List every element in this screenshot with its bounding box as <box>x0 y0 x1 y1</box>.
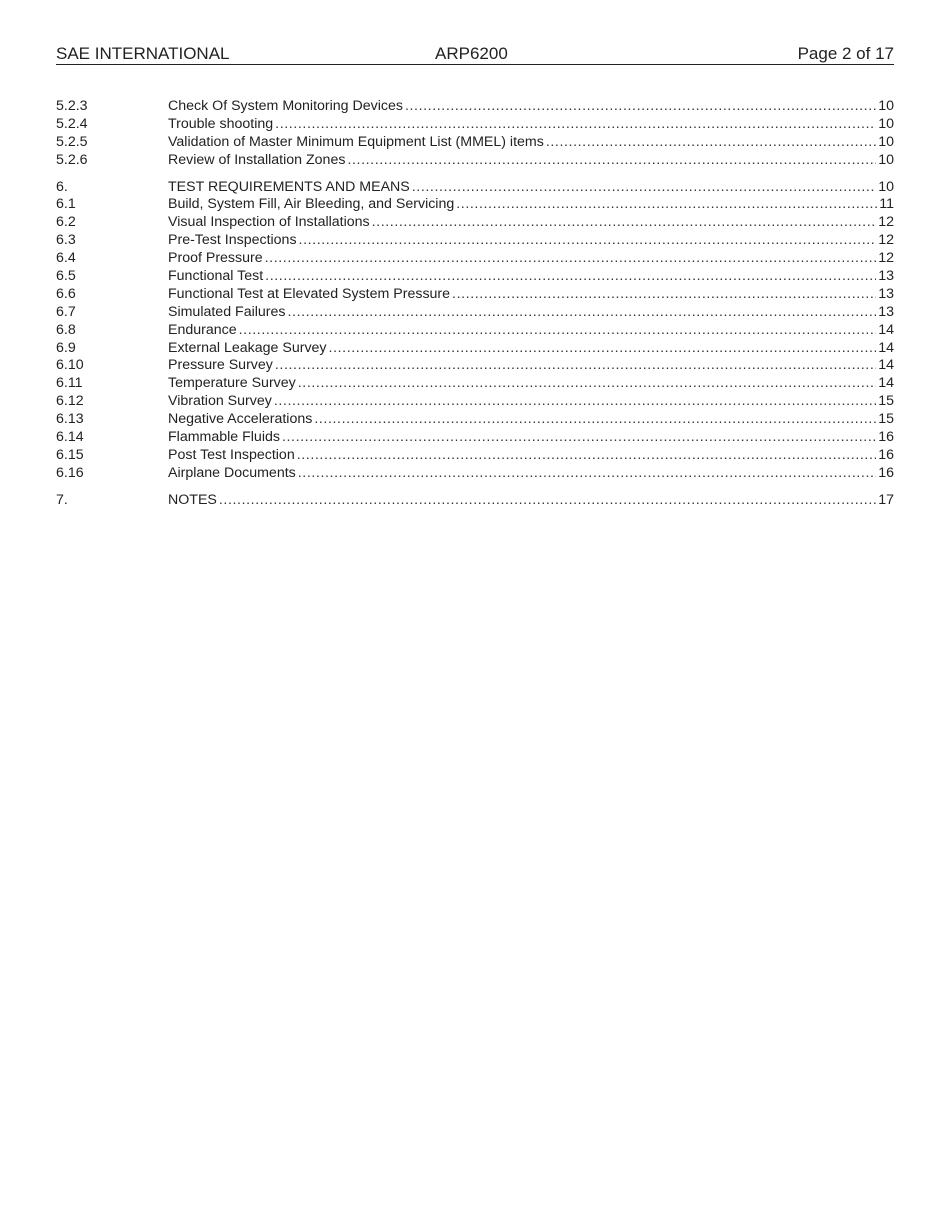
toc-entry-page: 13 <box>878 285 894 302</box>
toc-entry-title: Airplane Documents <box>168 464 296 481</box>
toc-dot-leader <box>275 357 876 375</box>
toc-entry-title: Visual Inspection of Installations <box>168 214 370 231</box>
toc-entry-page: 16 <box>878 429 894 446</box>
toc-dot-leader <box>372 214 877 232</box>
toc-entry[interactable] <box>56 447 894 465</box>
toc-entry-page: 10 <box>878 178 894 195</box>
toc-entry-page: 12 <box>878 214 894 231</box>
toc-entry-number: 5.2.3 <box>56 98 88 114</box>
toc-dot-leader <box>219 492 876 510</box>
toc-dot-leader <box>412 179 876 197</box>
toc-entry-title-line <box>168 250 876 268</box>
toc-entry-page: 10 <box>878 98 894 114</box>
toc-entry-page: 12 <box>878 250 894 267</box>
toc-entry-number: 6.8 <box>56 321 76 338</box>
toc-entry-number: 6.1 <box>56 196 76 213</box>
toc-entry[interactable] <box>56 179 894 197</box>
toc-entry-title-line <box>168 268 876 286</box>
toc-entry-page: 16 <box>878 464 894 481</box>
toc-entry-number: 6.15 <box>56 446 84 463</box>
toc-entry-number: 6.10 <box>56 357 84 374</box>
toc-entry-number: 6.12 <box>56 393 84 410</box>
toc-entry-title: Check Of System Monitoring Devices <box>168 98 403 114</box>
toc-entry-page: 11 <box>879 196 894 213</box>
toc-entry[interactable] <box>56 268 894 286</box>
toc-dot-leader <box>265 250 877 268</box>
toc-entry[interactable] <box>56 411 894 429</box>
toc-entry-page: 12 <box>878 232 894 249</box>
toc-entry-title: Build, System Fill, Air Bleeding, and Servicing <box>168 196 455 213</box>
toc-entry-page: 14 <box>878 375 894 392</box>
toc-entry-number: 6.5 <box>56 268 76 285</box>
toc-entry-page: 14 <box>878 339 894 356</box>
toc-entry-title: Trouble shooting <box>168 115 274 132</box>
publisher-name: SAE INTERNATIONAL <box>56 44 230 63</box>
toc-entry[interactable] <box>56 196 894 214</box>
toc-entry-number: 6.11 <box>56 375 83 392</box>
toc-entry-title: Functional Test at Elevated System Pressure <box>168 285 451 302</box>
toc-entry-title-line <box>168 411 876 429</box>
toc-entry-page: 16 <box>878 446 894 463</box>
toc-entry-title: TEST REQUIREMENTS AND MEANS <box>168 178 410 195</box>
toc-entry-title: Post Test Inspection <box>168 446 295 463</box>
toc-entry-title: Proof Pressure <box>168 250 263 267</box>
toc-entry-title-line <box>168 152 876 170</box>
toc-entry-page: 15 <box>878 393 894 410</box>
toc-entry-title-line <box>168 492 876 510</box>
toc-entry-title: Flammable Fluids <box>168 429 280 446</box>
toc-dot-leader <box>282 429 876 447</box>
toc-entry-title-line <box>168 375 876 393</box>
toc-entry[interactable] <box>56 492 894 510</box>
toc-entry-title: External Leakage Survey <box>168 339 327 356</box>
toc-entry-number: 6.3 <box>56 232 76 249</box>
toc-entry-title-line <box>168 286 876 304</box>
toc-entry-title-line <box>168 322 876 340</box>
toc-dot-leader <box>546 134 876 152</box>
toc-entry-page: 15 <box>878 411 894 428</box>
toc-entry[interactable] <box>56 375 894 393</box>
toc-dot-leader <box>347 152 876 170</box>
toc-entry-number: 6.2 <box>56 214 76 231</box>
toc-entry-page: 17 <box>878 491 894 508</box>
toc-entry-title: Functional Test <box>168 268 264 285</box>
toc-entry-number: 6.6 <box>56 285 76 302</box>
toc-entry-number: 6.14 <box>56 429 84 446</box>
toc-entry-page: 10 <box>878 133 894 150</box>
toc-entry-title: Endurance <box>168 321 237 338</box>
toc-entry-title: Pre-Test Inspections <box>168 232 297 249</box>
toc-entry[interactable] <box>56 152 894 170</box>
toc-entry[interactable] <box>56 98 894 116</box>
toc-entry-number: 6. <box>56 178 68 195</box>
toc-entry[interactable] <box>56 322 894 340</box>
toc-entry[interactable] <box>56 340 894 358</box>
toc-dot-leader <box>314 411 876 429</box>
toc-entry-page: 13 <box>878 268 894 285</box>
toc-entry[interactable] <box>56 214 894 232</box>
toc-entry-title: Vibration Survey <box>168 393 272 410</box>
toc-group <box>56 98 894 170</box>
toc-entry-title: Temperature Survey <box>168 375 296 392</box>
toc-entry-page: 14 <box>878 357 894 374</box>
toc-entry[interactable] <box>56 250 894 268</box>
toc-entry[interactable] <box>56 357 894 375</box>
document-number: ARP6200 <box>435 44 508 63</box>
toc-dot-leader <box>298 465 876 483</box>
table-of-contents <box>56 98 894 510</box>
toc-entry-title-line <box>168 357 876 375</box>
toc-entry[interactable] <box>56 232 894 250</box>
toc-entry-number: 5.2.5 <box>56 133 88 150</box>
toc-entry-number: 5.2.4 <box>56 115 88 132</box>
toc-entry-title-line <box>168 340 876 358</box>
toc-dot-leader <box>298 375 876 393</box>
toc-entry-title-line <box>168 134 876 152</box>
toc-entry-title-line <box>168 196 877 214</box>
toc-entry-title-line <box>168 214 876 232</box>
toc-entry-title-line <box>168 232 876 250</box>
toc-entry-title: NOTES <box>168 491 217 508</box>
toc-dot-leader <box>456 196 877 214</box>
toc-entry-number: 6.4 <box>56 250 76 267</box>
toc-entry-title-line <box>168 465 876 483</box>
toc-entry-number: 7. <box>56 491 68 508</box>
toc-entry-page: 13 <box>878 303 894 320</box>
toc-dot-leader <box>265 268 876 286</box>
toc-entry-page: 10 <box>878 115 894 132</box>
toc-entry-title: Negative Accelerations <box>168 411 313 428</box>
toc-entry[interactable] <box>56 465 894 483</box>
toc-entry-number: 6.13 <box>56 411 84 428</box>
toc-entry-title-line <box>168 429 876 447</box>
toc-entry[interactable] <box>56 304 894 322</box>
toc-entry[interactable] <box>56 134 894 152</box>
toc-entry-title-line <box>168 447 876 465</box>
toc-dot-leader <box>288 304 877 322</box>
toc-entry-title: Validation of Master Minimum Equipment List (MMEL) items <box>168 133 544 150</box>
toc-dot-leader <box>275 116 876 134</box>
toc-entry-number: 6.9 <box>56 339 76 356</box>
toc-entry-number: 6.7 <box>56 303 76 320</box>
toc-entry-title: Review of Installation Zones <box>168 151 346 168</box>
page-number: Page 2 of 17 <box>797 44 894 63</box>
toc-entry[interactable] <box>56 393 894 411</box>
toc-entry-title-line <box>168 179 876 197</box>
toc-group <box>56 492 894 510</box>
toc-entry[interactable] <box>56 429 894 447</box>
toc-dot-leader <box>452 286 876 304</box>
toc-entry-title-line <box>168 304 876 322</box>
toc-entry-title: Simulated Failures <box>168 303 286 320</box>
toc-entry-page: 10 <box>878 151 894 168</box>
toc-entry-title-line <box>168 393 876 411</box>
toc-dot-leader <box>239 322 877 340</box>
toc-dot-leader <box>299 232 877 250</box>
toc-entry-title-line <box>168 116 876 134</box>
toc-entry-title: Pressure Survey <box>168 357 273 374</box>
toc-dot-leader <box>405 98 876 116</box>
toc-group <box>56 179 894 483</box>
toc-entry-page: 14 <box>878 321 894 338</box>
toc-entry-number: 5.2.6 <box>56 151 88 168</box>
toc-entry[interactable] <box>56 286 894 304</box>
toc-dot-leader <box>274 393 876 411</box>
page-header <box>56 44 894 65</box>
toc-entry-title-line <box>168 98 876 116</box>
toc-dot-leader <box>329 340 877 358</box>
toc-entry[interactable] <box>56 116 894 134</box>
toc-dot-leader <box>297 447 877 465</box>
toc-entry-number: 6.16 <box>56 464 84 481</box>
